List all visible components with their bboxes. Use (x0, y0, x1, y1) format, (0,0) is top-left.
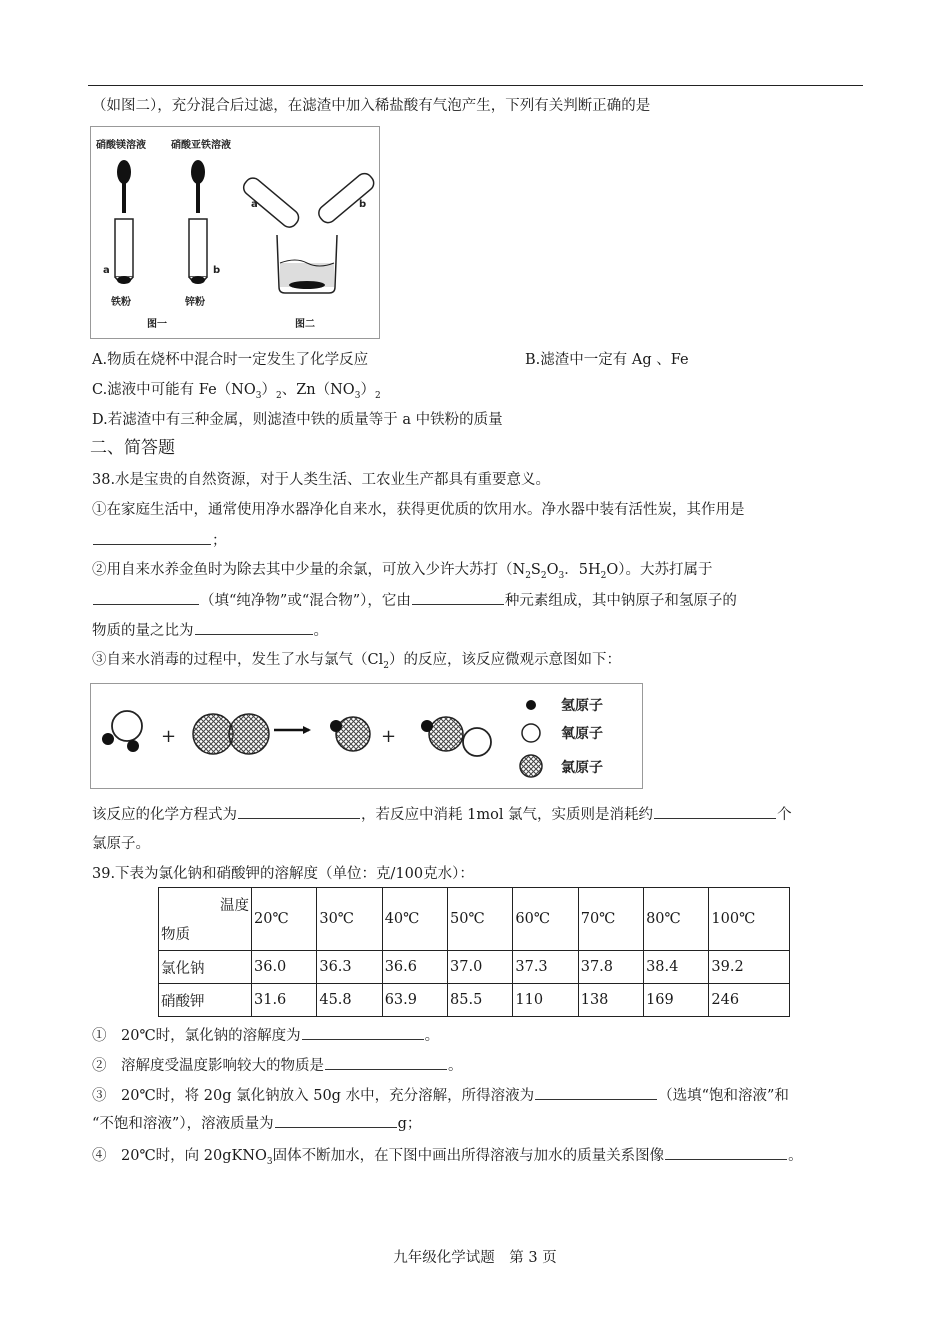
table-header-row (159, 888, 790, 951)
legend-cl-label: 氯原子 (561, 760, 603, 776)
table-cell: 36.3 (317, 951, 382, 984)
table-header-cell: 40℃ (382, 888, 447, 951)
experiment-drawing (91, 127, 379, 338)
caption-fig2: 图二 (295, 319, 315, 330)
q39-sub3-line2: “不饱和溶液”），溶液质量为 g； (92, 1113, 421, 1134)
arrow-icon (274, 726, 311, 734)
table-cell: 38.4 (644, 951, 709, 984)
table-cell: 169 (644, 984, 709, 1017)
tube-b-label: b (213, 265, 221, 276)
legend-h-label: 氢原子 (561, 698, 603, 714)
table-header-cell: 60℃ (513, 888, 578, 951)
legend-cl-icon (520, 755, 542, 777)
table-row (159, 951, 790, 984)
test-tube-b-icon (189, 219, 207, 284)
table-cell: 37.0 (448, 951, 513, 984)
chlorine-molecule-icon (193, 714, 269, 754)
table-cell: 31.6 (252, 984, 317, 1017)
q38-part3-equation: 该反应的化学方程式为 ，若反应中消耗 1mol 氯气，实质则是消耗约 个 (92, 804, 792, 825)
table-cell: 138 (578, 984, 643, 1017)
answer-blank[interactable] (93, 530, 211, 545)
solubility-table (158, 887, 790, 1017)
header-rule (88, 85, 863, 86)
hclo-molecule-icon (421, 717, 491, 756)
option-a: A.物质在烧杯中混合时一定发生了化学反应 (92, 352, 369, 368)
table-row-label: 硝酸钾 (159, 984, 252, 1017)
q39-stem: 39.下表为氯化钠和硝酸钾的溶解度（单位：克/100克水）： (92, 866, 474, 882)
table-cell: 45.8 (317, 984, 382, 1017)
hcl-molecule-icon (330, 717, 370, 751)
table-cell: 246 (709, 984, 790, 1017)
test-tube-a-icon (115, 219, 133, 284)
water-molecule-icon (102, 711, 142, 752)
table-cell: 39.2 (709, 951, 790, 984)
dropper-right-icon (191, 160, 205, 213)
q38-part3-line2: 氯原子。 (92, 836, 150, 852)
q39-sub1: ① 20℃时，氯化钠的溶解度为 。 (92, 1025, 439, 1046)
q38-part2: ②用自来水养金鱼时为除去其中少量的余氯，可放入少许大苏打（$N_2S_2O_3$．$5H_2O$）。大苏打属于 (92, 562, 713, 581)
option-b: B.滤渣中一定有 Ag 、Fe (525, 352, 689, 368)
table-cell: 36.6 (382, 951, 447, 984)
caption-fig1: 图一 (147, 319, 167, 330)
legend-o-icon (522, 724, 540, 742)
dropper-left-icon (117, 160, 131, 213)
table-cell: 110 (513, 984, 578, 1017)
table-cell: 36.0 (252, 951, 317, 984)
answer-blank[interactable] (275, 1113, 397, 1128)
corner-substance-label: 物质 (161, 927, 190, 943)
answer-blank[interactable] (93, 590, 199, 605)
q38-part2-line3: 物质的量之比为 。 (92, 620, 328, 641)
powder-zn-label: 锌粉 (185, 297, 205, 308)
table-header-cell: 100℃ (709, 888, 790, 951)
q38-part1-answer: ； (92, 530, 227, 551)
experiment-figure (90, 126, 380, 339)
table-row (159, 984, 790, 1017)
plus-sign-2: + (381, 726, 397, 747)
answer-blank[interactable] (654, 804, 776, 819)
table-header-cell: 50℃ (448, 888, 513, 951)
q39-sub2: ② 溶解度受温度影响较大的物质是 。 (92, 1055, 463, 1076)
q39-sub4: ④ 20℃时，向 20gKNO$_3$固体不断加水，在下图中画出所得溶液与加水的质量关系图像 。 (92, 1145, 803, 1172)
table-cell: 63.9 (382, 984, 447, 1017)
dropper-label-fe: 硝酸亚铁溶液 (171, 140, 231, 151)
table-cell: 37.3 (513, 951, 578, 984)
pour-tube-a-icon (240, 175, 301, 231)
table-cell: 85.5 (448, 984, 513, 1017)
section-title: 二、简答题 (90, 438, 175, 458)
pour-a-label: a (251, 199, 258, 210)
q38-part1: ①在家庭生活中，通常使用净水器净化自来水，获得更优质的饮用水。净水器中装有活性炭，其作用是 (92, 502, 745, 518)
reaction-diagram (90, 683, 643, 789)
answer-blank[interactable] (325, 1055, 447, 1070)
q38-part2-line2: （填“纯净物”或“混合物”），它由 种元素组成，其中钠原子和氢原子的 (92, 590, 737, 611)
dropper-label-mg: 硝酸镁溶液 (96, 140, 146, 151)
table-header-cell: 80℃ (644, 888, 709, 951)
answer-blank[interactable] (412, 590, 504, 605)
answer-blank[interactable] (535, 1085, 657, 1100)
plus-sign-1: + (161, 726, 177, 747)
table-header-cell: 30℃ (317, 888, 382, 951)
legend-h-icon (526, 700, 536, 710)
answer-blank[interactable] (302, 1025, 424, 1040)
table-cell: 37.8 (578, 951, 643, 984)
answer-blank[interactable] (195, 620, 313, 635)
table-header-cell: 70℃ (578, 888, 643, 951)
corner-temp-label: 温度 (220, 898, 249, 914)
reaction-drawing (91, 684, 642, 788)
beaker-icon (277, 235, 337, 293)
answer-blank[interactable] (665, 1145, 787, 1160)
tube-a-label: a (103, 265, 110, 276)
table-corner-cell (159, 888, 252, 951)
powder-fe-label: 铁粉 (111, 297, 131, 308)
question-intro: （如图二），充分混合后过滤，在滤渣中加入稀盐酸有气泡产生，下列有关判断正确的是 (92, 98, 651, 114)
option-c: C.滤液中可能有 $Fe(NO_3)_2$、$Zn(NO_3)_2$ (92, 382, 381, 401)
page-footer: 九年级化学试题 第 3 页 (393, 1250, 557, 1266)
table-row-label: 氯化钠 (159, 951, 252, 984)
option-d: D.若滤渣中有三种金属，则滤渣中铁的质量等于 a 中铁粉的质量 (92, 412, 503, 428)
q38-stem: 38.水是宝贵的自然资源，对于人类生活、工农业生产都具有重要意义。 (92, 472, 551, 488)
q39-sub3: ③ 20℃时，将 20g 氯化钠放入 50g 水中，充分溶解，所得溶液为 （选填“饱和溶液”和 (92, 1085, 789, 1106)
table-header-cell: 20℃ (252, 888, 317, 951)
answer-blank[interactable] (238, 804, 360, 819)
legend-o-label: 氧原子 (561, 726, 603, 742)
pour-tube-b-icon (316, 170, 377, 226)
q38-part3: ③自来水消毒的过程中，发生了水与氯气$(Cl_2)$的反应，该反应微观示意图如下： (92, 652, 621, 671)
pour-b-label: b (359, 199, 367, 210)
